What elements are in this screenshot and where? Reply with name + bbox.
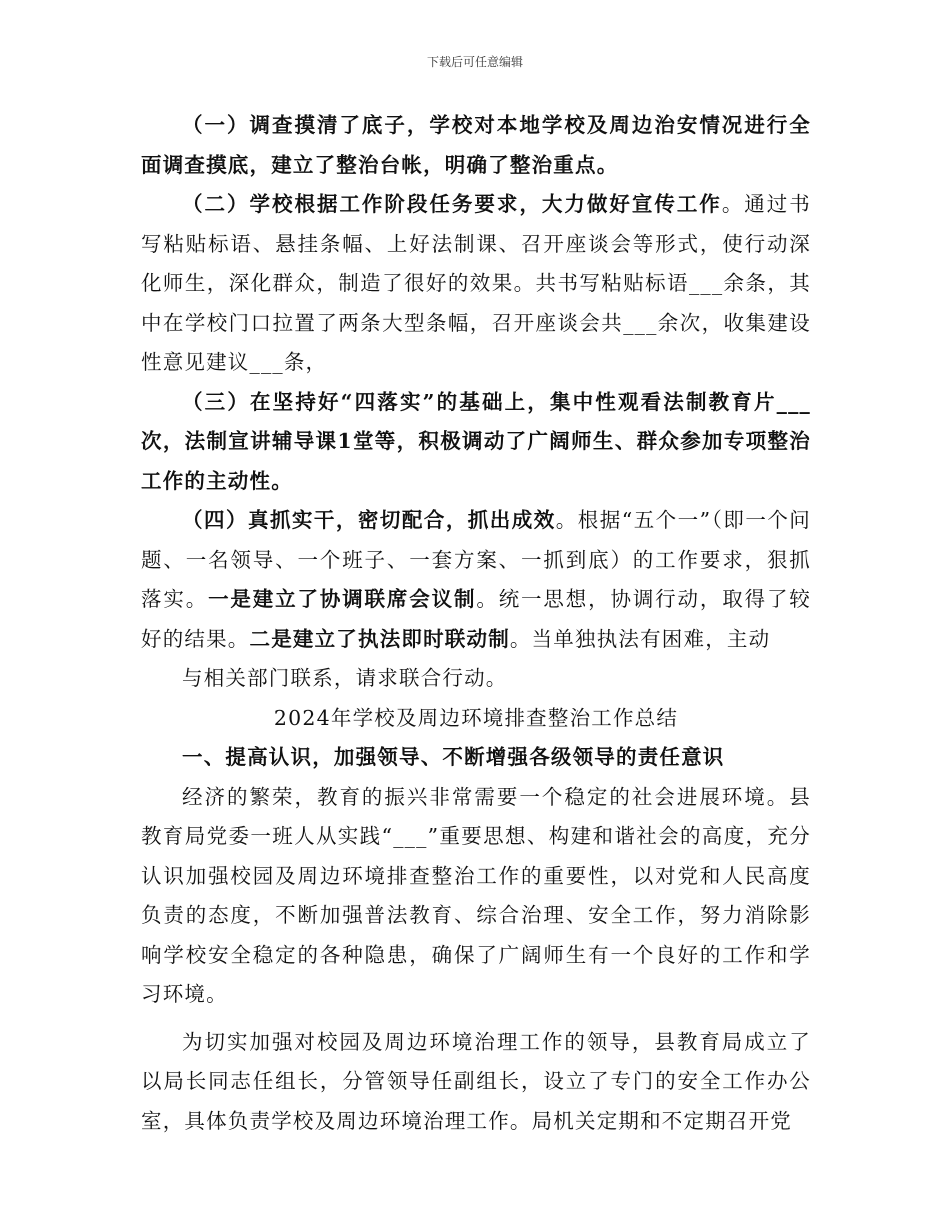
- paragraph-4-text-2: 。统一思想，协调行动，取得了较好的结果。: [141, 587, 812, 651]
- paragraph-5: 与相关部门联系，请求联合行动。: [182, 666, 508, 690]
- paragraph-spacer: [141, 1015, 811, 1023]
- paragraph-2: [141, 185, 811, 383]
- paragraph-4: [141, 501, 811, 659]
- paragraph-4-text-3: 。当单独执法有困难，主动: [509, 626, 771, 651]
- page-header: 下载后可任意编辑: [426, 55, 523, 69]
- paragraph-2-bold: （二）学校根据工作阶段任务要求，大力做好宣传工作: [182, 192, 722, 216]
- paragraph-6: 经济的繁荣，教育的振兴非常需要一个稳定的社会进展环境。县教育局党委一班人从实践“___”重要思想、构建和谐社会的高度，充分认识加强校园及周边环境排查整治工作的重要性，以对党和人民高度负责的态度，不断加强普法教育、综合治理、安全工作，努力消除影响学校安全稳定的各种隐患，确保了广阔师生有一个良好的工作和学习环境。: [141, 784, 811, 1006]
- paragraph-1-bold: （一）调查摸清了底子，学校对本地学校及周边治安情况进行全面调查摸底，建立了整治台帐，明确了整治重点。: [141, 113, 811, 177]
- paragraph-4-bold-3: 二是建立了执法即时联动制: [249, 626, 510, 651]
- paragraph-2-text: 。通过书写粘贴标语、悬挂条幅、上好法制课、召开座谈会等形式，使行动深化师生，深化群众，制造了很好的效果。共书写粘贴标语___余条，其中在学校门口拉置了两条大型条幅，召开座谈会共___余次，收集建设性意见建议___条，: [141, 192, 811, 374]
- section-heading-1: 一、提高认识，加强领导、不断增强各级领导的责任意识: [182, 745, 725, 769]
- document-title: 2024年学校及周边环境排查整治工作总结: [273, 705, 679, 730]
- paragraph-3: [141, 383, 811, 502]
- paragraph-7: 为切实加强对校园及周边环境治理工作的领导，县教育局成立了以局长同志任组长，分管领导任副组长，设立了专门的安全工作办公室，具体负责学校及周边环境治理工作。局机关定期和不定期召开党: [141, 1029, 811, 1133]
- paragraph-4-text-1: 。根据“五个一”（即一个问题、一名领导、一个班子、一套方案、一抓到底）的工作要求，狠抓落实。: [141, 508, 812, 611]
- paragraph-4-bold-2: 一是建立了协调联席会议制: [208, 587, 477, 611]
- paragraph-1: [141, 106, 811, 185]
- paragraph-4-bold-1: （四）真抓实干，密切配合，抓出成效: [182, 508, 556, 532]
- paragraph-3-bold: （三）在坚持好“四落实”的基础上，集中性观看法制教育片___次，法制宣讲辅导课1堂等，积极调动了广阔师生、群众参加专项整治工作的主动性。: [141, 389, 811, 493]
- document-body: [141, 106, 811, 1141]
